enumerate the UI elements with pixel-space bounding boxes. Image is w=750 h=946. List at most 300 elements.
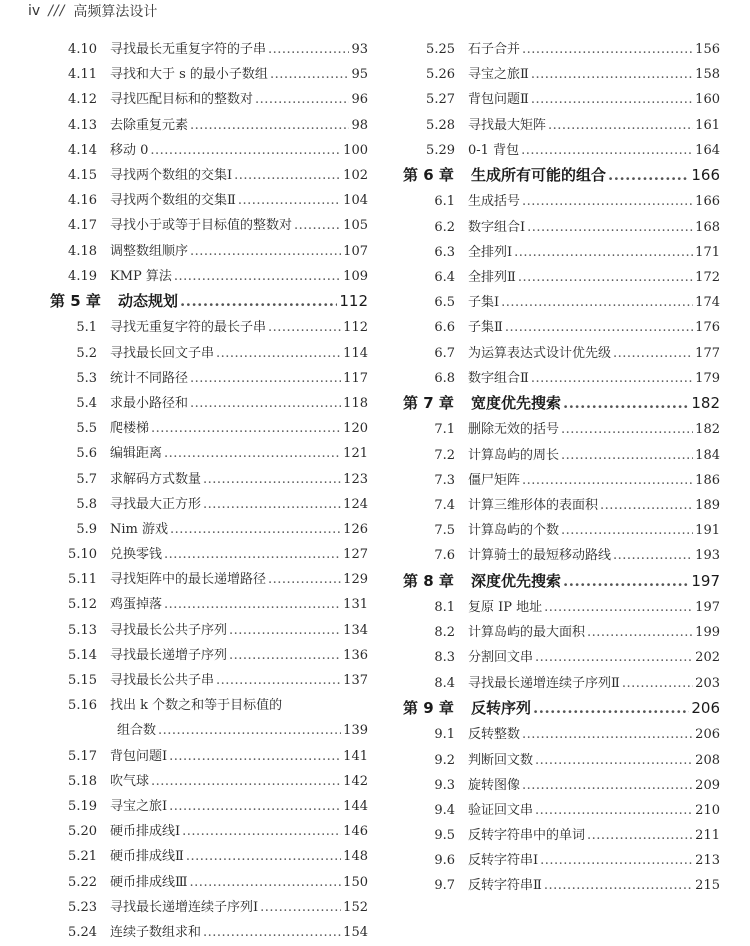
- section-number: 4.15: [68, 167, 97, 183]
- toc-section-entry[interactable]: [50, 871, 368, 896]
- section-number: 5.9: [76, 521, 97, 537]
- entry-title: 判断回文数: [468, 752, 534, 768]
- entry-page-number: 210: [695, 802, 720, 818]
- toc-section-entry[interactable]: [50, 921, 368, 946]
- toc-section-entry[interactable]: [403, 342, 720, 367]
- dot-leader: [229, 648, 341, 663]
- toc-section-entry[interactable]: [50, 543, 368, 568]
- section-number: 5.14: [68, 647, 97, 663]
- toc-section-entry[interactable]: [403, 190, 720, 215]
- entry-title: 硬币排成线Ⅲ: [110, 874, 188, 890]
- toc-section-entry[interactable]: [403, 544, 720, 569]
- toc-section-entry[interactable]: [403, 494, 720, 519]
- entry-page-number: 124: [343, 496, 368, 512]
- dot-leader: [186, 849, 341, 864]
- entry-title: 子集Ⅰ: [468, 295, 500, 311]
- dot-leader: [268, 320, 341, 335]
- section-number: 5.26: [426, 67, 455, 83]
- entry-title: 寻找最大正方形: [110, 496, 202, 512]
- entry-title: 复原 IP 地址: [468, 600, 543, 616]
- toc-section-entry[interactable]: [50, 164, 368, 189]
- dot-leader: [164, 547, 341, 562]
- section-number: 5.29: [426, 142, 455, 158]
- toc-section-entry[interactable]: [403, 749, 720, 774]
- toc-section-entry[interactable]: [50, 189, 368, 214]
- toc-section-entry[interactable]: [50, 795, 368, 820]
- entry-title: 寻找两个数组的交集Ⅱ: [110, 193, 236, 209]
- entry-title: 生成所有可能的组合: [471, 165, 607, 184]
- entry-page-number: 150: [343, 874, 368, 890]
- section-number: 4.13: [68, 117, 97, 133]
- entry-page-number: 144: [343, 798, 368, 814]
- toc-section-entry[interactable]: [50, 568, 368, 593]
- entry-title: 为运算表达式设计优先级: [468, 345, 612, 361]
- entry-page-number: 107: [343, 243, 368, 259]
- section-number: 9.7: [434, 878, 455, 894]
- entry-page-number: 202: [695, 650, 720, 666]
- entry-title: 鸡蛋掉落: [110, 597, 163, 613]
- toc-section-entry[interactable]: [403, 139, 720, 164]
- toc-section-entry[interactable]: [403, 621, 720, 646]
- toc-section-entry[interactable]: [403, 316, 720, 341]
- section-number: 8.3: [434, 650, 455, 666]
- dot-leader: [238, 193, 341, 208]
- dot-leader: [190, 371, 341, 386]
- section-number: 8.4: [434, 675, 455, 691]
- section-number: 6.2: [434, 219, 455, 235]
- section-number: 7.3: [434, 472, 455, 488]
- entry-page-number: 209: [695, 777, 720, 793]
- entry-title: 寻找矩阵中的最长递增路径: [110, 572, 267, 588]
- section-number: 5.6: [76, 446, 97, 462]
- dot-leader: [600, 498, 693, 513]
- toc-section-entry[interactable]: [50, 493, 368, 518]
- dot-leader: [169, 799, 341, 814]
- entry-page-number: 193: [695, 548, 720, 564]
- entry-page-number: 215: [695, 878, 720, 894]
- chapter-number: 第 6 章: [403, 165, 454, 184]
- entry-page-number: 134: [343, 622, 368, 638]
- entry-page-number: 142: [343, 773, 368, 789]
- toc-section-entry[interactable]: [50, 896, 368, 921]
- entry-title: 寻找无重复字符的最长子串: [110, 320, 267, 336]
- toc-section-entry[interactable]: [50, 770, 368, 795]
- toc-section-entry[interactable]: [403, 596, 720, 621]
- section-number: 6.6: [434, 320, 455, 336]
- entry-page-number: 166: [691, 165, 720, 184]
- section-number: 5.13: [68, 622, 97, 638]
- dot-leader: [587, 828, 693, 843]
- entry-page-number: 166: [695, 194, 720, 210]
- dot-leader: [613, 346, 693, 361]
- section-number: 8.1: [434, 600, 455, 616]
- toc-section-entry[interactable]: [403, 291, 720, 316]
- toc-section-entry[interactable]: [403, 469, 720, 494]
- dot-leader: [190, 118, 349, 133]
- entry-page-number: 112: [339, 291, 368, 310]
- toc-left-column: [50, 38, 368, 946]
- header-separator: ///: [48, 3, 66, 19]
- entry-title: 反转字符串中的单词: [468, 828, 586, 844]
- entry-title: 反转序列: [471, 698, 532, 717]
- dot-leader: [527, 220, 693, 235]
- toc-section-entry[interactable]: [50, 417, 368, 442]
- entry-page-number: 186: [695, 472, 720, 488]
- entry-title: Nim 游戏: [110, 521, 168, 537]
- entry-page-number: 109: [343, 268, 368, 284]
- entry-title: 寻找两个数组的交集Ⅰ: [110, 167, 233, 183]
- section-number: 4.19: [68, 268, 97, 284]
- dot-leader: [561, 523, 693, 538]
- dot-leader: [563, 572, 689, 590]
- toc-section-entry[interactable]: [403, 38, 720, 63]
- entry-page-number: 189: [695, 498, 720, 513]
- entry-page-number: 127: [343, 547, 368, 563]
- section-number: 5.19: [68, 798, 97, 814]
- section-number: 7.4: [434, 498, 455, 513]
- entry-title: 连续子数组求和: [110, 924, 202, 940]
- toc-right-column: [403, 38, 720, 900]
- toc-section-entry[interactable]: [403, 241, 720, 266]
- entry-title: 计算岛屿的个数: [468, 523, 560, 539]
- entry-page-number: 182: [691, 393, 720, 412]
- toc-section-entry[interactable]: [403, 849, 720, 874]
- section-number: 5.12: [68, 597, 97, 613]
- toc-section-entry[interactable]: [50, 694, 368, 719]
- toc-section-entry[interactable]: [50, 820, 368, 845]
- toc-section-entry[interactable]: [403, 519, 720, 544]
- entry-title: 全排列Ⅰ: [468, 244, 513, 260]
- dot-leader: [535, 650, 693, 665]
- entry-title: 背包问题Ⅰ: [110, 748, 168, 764]
- section-number: 9.1: [434, 727, 455, 743]
- entry-page-number: 102: [343, 167, 368, 183]
- toc-section-entry[interactable]: [403, 216, 720, 241]
- entry-title: 宽度优先搜索: [471, 393, 562, 412]
- entry-page-number: 136: [343, 647, 368, 663]
- dot-leader: [531, 92, 693, 107]
- entry-title: 深度优先搜索: [471, 571, 562, 590]
- entry-page-number: 105: [343, 218, 368, 234]
- entry-title: 0-1 背包: [468, 142, 520, 158]
- entry-page-number: 211: [695, 828, 720, 844]
- dot-leader: [563, 394, 689, 412]
- section-number: 7.2: [434, 447, 455, 463]
- toc-section-entry[interactable]: [50, 669, 368, 694]
- entry-page-number: 148: [343, 849, 368, 865]
- chapter-number: 第 9 章: [403, 698, 454, 717]
- toc-section-entry[interactable]: [50, 593, 368, 618]
- dot-leader: [180, 292, 337, 310]
- dot-leader: [164, 597, 341, 612]
- chapter-number: 第 5 章: [50, 291, 101, 310]
- dot-leader: [255, 92, 349, 107]
- entry-page-number: 137: [343, 673, 368, 688]
- entry-title: 兑换零钱: [110, 547, 163, 563]
- toc-section-entry[interactable]: [403, 88, 720, 113]
- toc-section-entry[interactable]: [50, 342, 368, 367]
- entry-page-number: 176: [695, 320, 720, 336]
- dot-leader: [522, 778, 693, 793]
- toc-section-entry[interactable]: [50, 644, 368, 669]
- dot-leader: [268, 572, 341, 587]
- entry-title: 生成括号: [468, 194, 521, 210]
- section-number: 5.22: [68, 874, 97, 890]
- entry-page-number: 154: [343, 924, 368, 940]
- dot-leader: [158, 723, 341, 738]
- entry-title: 反转整数: [468, 727, 521, 743]
- dot-leader: [260, 900, 341, 915]
- dot-leader: [151, 774, 341, 789]
- toc-section-entry[interactable]: [403, 824, 720, 849]
- entry-title: 硬币排成线Ⅰ: [110, 824, 181, 840]
- section-number: 6.1: [434, 194, 455, 210]
- entry-title: 调整数组顺序: [110, 243, 189, 259]
- section-number: 5.23: [68, 899, 97, 915]
- entry-page-number: 126: [343, 521, 368, 537]
- toc-section-entry[interactable]: [50, 518, 368, 543]
- section-number: 7.6: [434, 548, 455, 564]
- entry-title: 反转字符串Ⅰ: [468, 853, 539, 869]
- dot-leader: [294, 218, 341, 233]
- dot-leader: [540, 853, 693, 868]
- entry-title: 移动 0: [110, 142, 149, 158]
- entry-page-number: 121: [343, 446, 368, 462]
- entry-title: 旋转图像: [468, 777, 521, 793]
- toc-section-entry[interactable]: [403, 444, 720, 469]
- entry-page-number: 177: [695, 345, 720, 361]
- entry-title: 寻找最大矩阵: [468, 117, 547, 133]
- dot-leader: [182, 824, 341, 839]
- section-number: 5.25: [426, 42, 455, 57]
- dot-leader: [561, 422, 693, 437]
- section-number: 6.3: [434, 244, 455, 260]
- entry-title: 硬币排成线Ⅱ: [110, 849, 184, 865]
- entry-page-number: 197: [691, 571, 720, 590]
- entry-page-number: 104: [343, 193, 368, 209]
- section-number: 6.5: [434, 295, 455, 311]
- section-number: 8.2: [434, 625, 455, 641]
- entry-title: 背包问题Ⅱ: [468, 92, 529, 108]
- entry-title: 删除无效的括号: [468, 422, 560, 438]
- dot-leader: [531, 371, 693, 386]
- entry-title: KMP 算法: [110, 268, 172, 284]
- entry-title: 求最小路径和: [110, 395, 189, 411]
- toc-section-entry[interactable]: [403, 723, 720, 748]
- dot-leader: [164, 446, 341, 461]
- toc-section-entry[interactable]: [50, 745, 368, 770]
- entry-page-number: 112: [343, 320, 368, 336]
- toc-section-entry[interactable]: [50, 214, 368, 239]
- toc-section-entry[interactable]: [50, 316, 368, 341]
- entry-page-number: 100: [343, 142, 368, 158]
- toc-chapter-entry[interactable]: [403, 697, 720, 724]
- section-number: 5.10: [68, 547, 97, 563]
- toc-section-entry[interactable]: [403, 799, 720, 824]
- dot-leader: [518, 270, 693, 285]
- entry-title: 数字组合Ⅰ: [468, 219, 526, 235]
- dot-leader: [234, 168, 341, 183]
- dot-leader: [544, 600, 693, 615]
- dot-leader: [531, 67, 693, 82]
- entry-title: 去除重复元素: [110, 117, 189, 133]
- entry-title: 分割回文串: [468, 650, 534, 666]
- toc-section-entry[interactable]: [403, 114, 720, 139]
- section-number: 9.4: [434, 802, 455, 818]
- entry-title: 计算岛屿的周长: [468, 447, 560, 463]
- section-number: 5.5: [76, 421, 97, 437]
- dot-leader: [216, 346, 341, 361]
- toc-section-entry[interactable]: [50, 392, 368, 417]
- dot-leader: [587, 625, 693, 640]
- dot-leader: [535, 753, 693, 768]
- dot-leader: [561, 448, 693, 463]
- entry-page-number: 96: [351, 92, 368, 108]
- toc-section-entry[interactable]: [403, 774, 720, 799]
- section-number: 6.8: [434, 370, 455, 386]
- toc-section-entry[interactable]: [403, 646, 720, 671]
- toc-section-entry[interactable]: [50, 468, 368, 493]
- section-number: 4.10: [68, 42, 97, 57]
- section-number: 5.28: [426, 117, 455, 133]
- toc-section-entry[interactable]: [50, 442, 368, 467]
- dot-leader: [270, 67, 350, 82]
- entry-page-number: 191: [695, 523, 720, 539]
- section-number: 9.6: [434, 853, 455, 869]
- entry-page-number: 206: [691, 698, 720, 717]
- toc-section-entry[interactable]: [403, 672, 720, 697]
- toc-chapter-entry[interactable]: [403, 392, 720, 419]
- entry-title: 寻找最长回文子串: [110, 345, 215, 361]
- entry-page-number: 184: [695, 447, 720, 463]
- dot-leader: [169, 749, 341, 764]
- chapter-number: 第 8 章: [403, 571, 454, 590]
- entry-title: 编辑距离: [110, 446, 163, 462]
- section-number: 4.17: [68, 218, 97, 234]
- toc-section-entry[interactable]: [403, 418, 720, 443]
- entry-title: 反转字符串Ⅱ: [468, 878, 542, 894]
- entry-page-number: 179: [695, 370, 720, 386]
- toc-section-entry[interactable]: [50, 114, 368, 139]
- toc-section-entry[interactable]: [403, 874, 720, 899]
- entry-page-number: 129: [343, 572, 368, 588]
- header-book-title: 高频算法设计: [73, 4, 158, 20]
- toc-section-entry[interactable]: [50, 240, 368, 265]
- section-number: 5.1: [76, 320, 97, 336]
- entry-title: 寻宝之旅Ⅰ: [110, 798, 168, 814]
- header-page-number: iv: [28, 3, 41, 19]
- dot-leader: [229, 623, 341, 638]
- entry-page-number: 114: [343, 345, 368, 361]
- entry-title: 寻找最长递增子序列: [110, 647, 228, 663]
- entry-title: 寻找最长无重复字符的子串: [110, 42, 267, 57]
- toc-section-entry[interactable]: [50, 367, 368, 392]
- entry-title: 寻找最长公共子串: [110, 673, 215, 688]
- dot-leader: [203, 497, 341, 512]
- entry-page-number: 152: [343, 899, 368, 915]
- toc-section-entry[interactable]: [50, 845, 368, 870]
- entry-page-number: 117: [343, 370, 368, 386]
- section-number: 5.2: [76, 345, 97, 361]
- entry-title: 子集Ⅱ: [468, 320, 503, 336]
- entry-page-number: 118: [343, 395, 368, 411]
- dot-leader: [613, 548, 693, 563]
- dot-leader: [548, 118, 693, 133]
- entry-title: 计算三维形体的表面积: [468, 498, 599, 513]
- entry-page-number: 174: [695, 295, 720, 311]
- toc-section-entry[interactable]: [403, 266, 720, 291]
- entry-page-number: 168: [695, 219, 720, 235]
- entry-title: 动态规划: [118, 291, 179, 310]
- entry-title: 验证回文串: [468, 802, 534, 818]
- entry-page-number: 203: [695, 675, 720, 691]
- entry-page-number: 161: [695, 117, 720, 133]
- section-number: 7.1: [434, 422, 455, 438]
- dot-leader: [501, 295, 693, 310]
- section-number: 5.4: [76, 395, 97, 411]
- dot-leader: [216, 673, 341, 688]
- entry-title: 组合数: [117, 723, 157, 739]
- toc-section-entry[interactable]: [50, 63, 368, 88]
- dot-leader: [203, 472, 341, 487]
- entry-title: 僵尸矩阵: [468, 472, 521, 488]
- running-header: [28, 0, 157, 22]
- dot-leader: [522, 727, 693, 742]
- entry-title: 数字组合Ⅱ: [468, 370, 529, 386]
- entry-page-number: 141: [343, 748, 368, 764]
- toc-entry-continuation[interactable]: [50, 719, 368, 744]
- dot-leader: [522, 42, 693, 57]
- dot-leader: [505, 320, 693, 335]
- toc-section-entry[interactable]: [403, 367, 720, 392]
- entry-title: 求解码方式数量: [110, 471, 202, 487]
- toc-section-entry[interactable]: [50, 139, 368, 164]
- toc-section-entry[interactable]: [403, 63, 720, 88]
- dot-leader: [203, 925, 341, 940]
- toc-section-entry[interactable]: [50, 265, 368, 290]
- section-number: 6.7: [434, 345, 455, 361]
- section-number: 7.5: [434, 523, 455, 539]
- dot-leader: [268, 42, 349, 57]
- entry-title: 寻找和大于 s 的最小子数组: [110, 67, 268, 83]
- toc-chapter-entry[interactable]: [403, 164, 720, 191]
- toc-section-entry[interactable]: [50, 619, 368, 644]
- dot-leader: [533, 699, 689, 717]
- section-number: 5.8: [76, 496, 97, 512]
- section-number: 9.5: [434, 828, 455, 844]
- entry-page-number: 131: [343, 597, 368, 613]
- section-number: 5.27: [426, 92, 455, 108]
- dot-leader: [150, 143, 341, 158]
- entry-page-number: 206: [695, 727, 720, 743]
- dot-leader: [190, 244, 341, 259]
- entry-page-number: 123: [343, 471, 368, 487]
- dot-leader: [521, 143, 693, 158]
- toc-section-entry[interactable]: [50, 38, 368, 63]
- toc-section-entry[interactable]: [50, 88, 368, 113]
- entry-title: 寻宝之旅Ⅱ: [468, 67, 529, 83]
- entry-page-number: 199: [695, 625, 720, 641]
- entry-page-number: 208: [695, 752, 720, 768]
- entry-page-number: 171: [695, 244, 720, 260]
- dot-leader: [544, 878, 693, 893]
- entry-title: 寻找小于或等于目标值的整数对: [110, 218, 293, 234]
- entry-page-number: 182: [695, 422, 720, 438]
- toc-chapter-entry[interactable]: [403, 570, 720, 597]
- section-number: 5.18: [68, 773, 97, 789]
- toc-chapter-entry[interactable]: [50, 290, 368, 317]
- section-number: 5.3: [76, 370, 97, 386]
